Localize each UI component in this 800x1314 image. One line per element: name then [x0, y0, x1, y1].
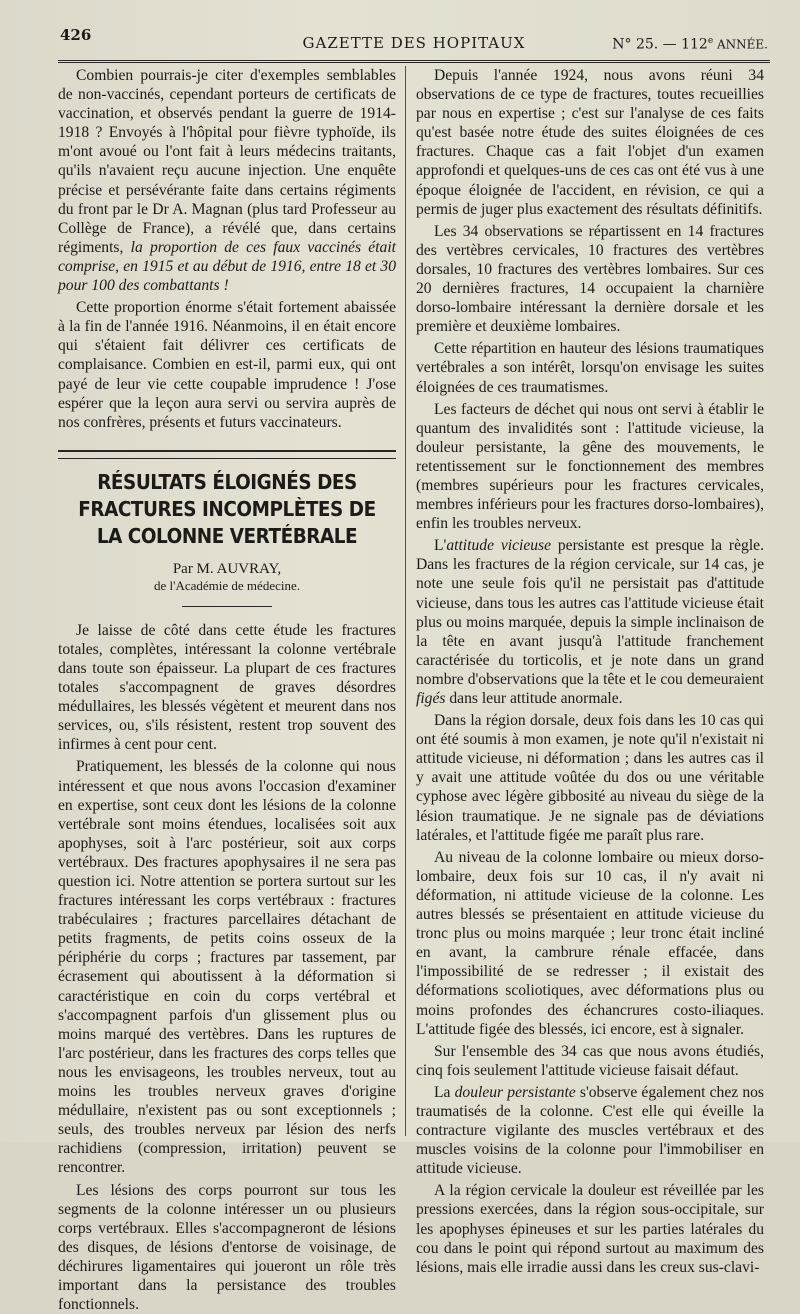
body-paragraph: Cette répartition en hauteur des lésions traumatiques vertébrales a son intérêt, lorsqu'on envisage les suites éloignées de ces traumatismes. [416, 339, 764, 396]
left-column [58, 66, 396, 1136]
body-paragraph: Je laisse de côté dans cette étude les fractures totales, complètes, intéressant la colonne vertébrale dans toute son épaisseur. La plupart de ces fractures totales s'accompagnent de graves désordres médullaires, les blessés végètent et meurent dans nos services, ou, s'ils résistent, restent trop souvent des infirmes à cent pour cent. [58, 621, 396, 755]
body-paragraph: Dans la région dorsale, deux fois dans les 10 cas qui ont été soumis à mon examen, je note qu'il n'existait ni attitude vicieuse, ni déformation ; dans les autres cas il y avait une attitude voûtée du dos ou une véritable cyphose avec légère gibbosité au niveau du siège de la lésion traumatique. Je ne signale pas de déviations latérales, et l'attitude figée me paraît plus rare. [416, 711, 764, 845]
intro-paragraph: Combien pourrais-je citer d'exemples semblables de non-vaccinés, cependant porteurs de certificats de vaccination, et observés pendant la guerre de 1914-1918 ? Envoyés à l'hôpital pour fièvre typhoïde, ils m'ont avoué ou l'ont fait à leurs médecins traitants, qu'ils n'avaient reçu aucune injection. Une enquête précise et persévérante faite dans certains régiments du front par le Dr A. Magnan (plus tard Professeur au Collège de France), a révélé que, dans certains régiments, la proportion de ces faux vaccinés était comprise, en 1915 et au début de 1916, entre 18 et 30 pour 100 des combattants ! [58, 66, 396, 295]
right-column [416, 66, 764, 1136]
intro-paragraph: Cette proportion énorme s'était fortement abaissée à la fin de l'année 1916. Néanmoins, il en était encore qui s'étaient fait délivrer ces certificats de complaisance. Combien en est-il, parmi eux, qui ont payé de leur vie cette coupable imprudence ! J'ose espérer que la leçon aura servi ou servira auprès de nos confrères, présents et futurs vaccinateurs. [58, 298, 396, 432]
page-header [58, 20, 770, 63]
article-author: Par M. AUVRAY, [58, 560, 396, 578]
body-paragraph: Les facteurs de déchet qui nous ont servi à établir le quantum des invalidités sont : l'attitude vicieuse, la douleur persistante, la gêne des mouvements, le retentissement sur le fonctionnement des membres (membres supérieurs pour les fractures cervicales, membres inférieurs pour les fractures dorso-lombaires), enfin les troubles nerveux. [416, 400, 764, 534]
author-affiliation: de l'Académie de médecine. [58, 578, 396, 594]
body-paragraph: Depuis l'année 1924, nous avons réuni 34 observations de ce type de fractures, toutes recueillies par nous en expertise ; c'est sur l'analyse de ces faits qu'est basée notre étude des suites éloignées de ces fractures. Chaque cas a fait l'objet d'un examen approfondi et quelques-uns de ces cas ont été vus à une époque éloignée de l'accident, en révision, ce qui a permis de juger plus exactement des résultats définitifs. [416, 66, 764, 219]
body-paragraph: La douleur persistante s'observe également chez nos traumatisés de la colonne. C'est elle qui éveille la contracture vigilante des muscles vertébraux et des muscles voisins de la colonne pour l'immobiliser en attitude vicieuse. [416, 1083, 764, 1178]
journal-title: GAZETTE DES HOPITAUX [58, 34, 770, 52]
body-paragraph: Les 34 observations se répartissent en 14 fractures des vertèbres cervicales, 10 fractures des vertèbres dorsales, 10 fractures des vertèbres lombaires. Sur ces 20 dernières fractures, 14 occupaient la charnière dorso-lombaire intéressant la dernière dorsale et les première et deuxième lombaires. [416, 222, 764, 337]
body-paragraph: A la région cervicale la douleur est réveillée par les pressions exercées, dans la région sous-occipitale, sur les apophyses épineuses et sur les parties latérales du cou dans le point qui répond surtout au maximum des lésions, mais elle irradie aussi dans les creux sus-clavi- [416, 1181, 764, 1276]
body-paragraph: Sur l'ensemble des 34 cas que nous avons étudiés, cinq fois seulement l'attitude vicieuse faisait défaut. [416, 1042, 764, 1080]
body-paragraph: Les lésions des corps pourront sur tous les segments de la colonne intéresser un ou plusieurs corps vertébraux. Elles s'accompagneront de lésions des disques, de lésions d'entorse de voisinage, de déchirures ligamentaires qui joueront un rôle très important dans la persistance des troubles fonctionnels. [58, 1181, 396, 1314]
body-paragraph: Pratiquement, les blessés de la colonne qui nous intéressent et que nous avons l'occasion d'examiner en expertise, sont ceux dont les lésions de la colonne vertébrale sont moins étendues, localisées soit aux apophyses, soit à l'arc postérieur, soit aux corps vertébraux. Des fractures apophysaires il ne sera pas question ici. Notre attention se portera surtout sur les fractures intéressant les corps vertébraux : fractures trabéculaires ; fractures parcellaires détachant de petits fragments, de petits coins osseux de la périphérie du corps ; fractures par tassement, par écrasement qui aboutissent à la déformation si caractéristique en coin du corps vertébral et s'accompagnent parfois d'un glissement plus ou moins marqué des vertèbres. Dans les ruptures de l'arc postérieur, dans les fractures des corps telles que nous les envisageons, les troubles nerveux, tout au moins les troubles nerveux graves d'origine médullaire, n'existent pas ou sont exceptionnels ; seuls, des troubles nerveux par lésion des nerfs rachidiens (compression, irritation) peuvent se rencontrer. [58, 757, 396, 1177]
issue-number: N° 25. — 112e ANNÉE. [612, 36, 768, 53]
column-divider [405, 66, 406, 1136]
article-title: RÉSULTATS ÉLOIGNÉS DES FRACTURES INCOMPLÈTES DE LA COLONNE VERTÉBRALE [72, 469, 383, 550]
title-rule [182, 606, 272, 607]
body-paragraph: Au niveau de la colonne lombaire ou mieux dorso-lombaire, deux fois sur 10 cas, il n'y avait ni déformation, ni attitude vicieuse de la colonne. Les autres blessés se présentaient en attitude vicieuse du tronc plus ou moins marquée ; leur tronc était incliné en avant, la cambrure rénale effacée, dans l'impossibilité de se redresser ; il existait des déformations scoliotiques, avec déformations plus ou moins profondes des échancrures costo-iliaques. L'attitude figée des blessés, ici encore, est à signaler. [416, 848, 764, 1039]
page-number: 426 [60, 26, 91, 44]
section-divider [58, 450, 396, 459]
body-paragraph: L'attitude vicieuse persistante est presque la règle. Dans les fractures de la région cervicale, sur 14 cas, je note une seule fois qu'il ne persistait pas d'attitude vicieuse, dans tous les autres cas l'attitude vicieuse était plus ou moins marquée, depuis la simple inclinaison de la tête en avant jusqu'à l'attitude franchement caractérisée du torticolis, et je note dans un grand nombre d'observations que la tête et le cou demeuraient figés dans leur attitude anormale. [416, 536, 764, 708]
